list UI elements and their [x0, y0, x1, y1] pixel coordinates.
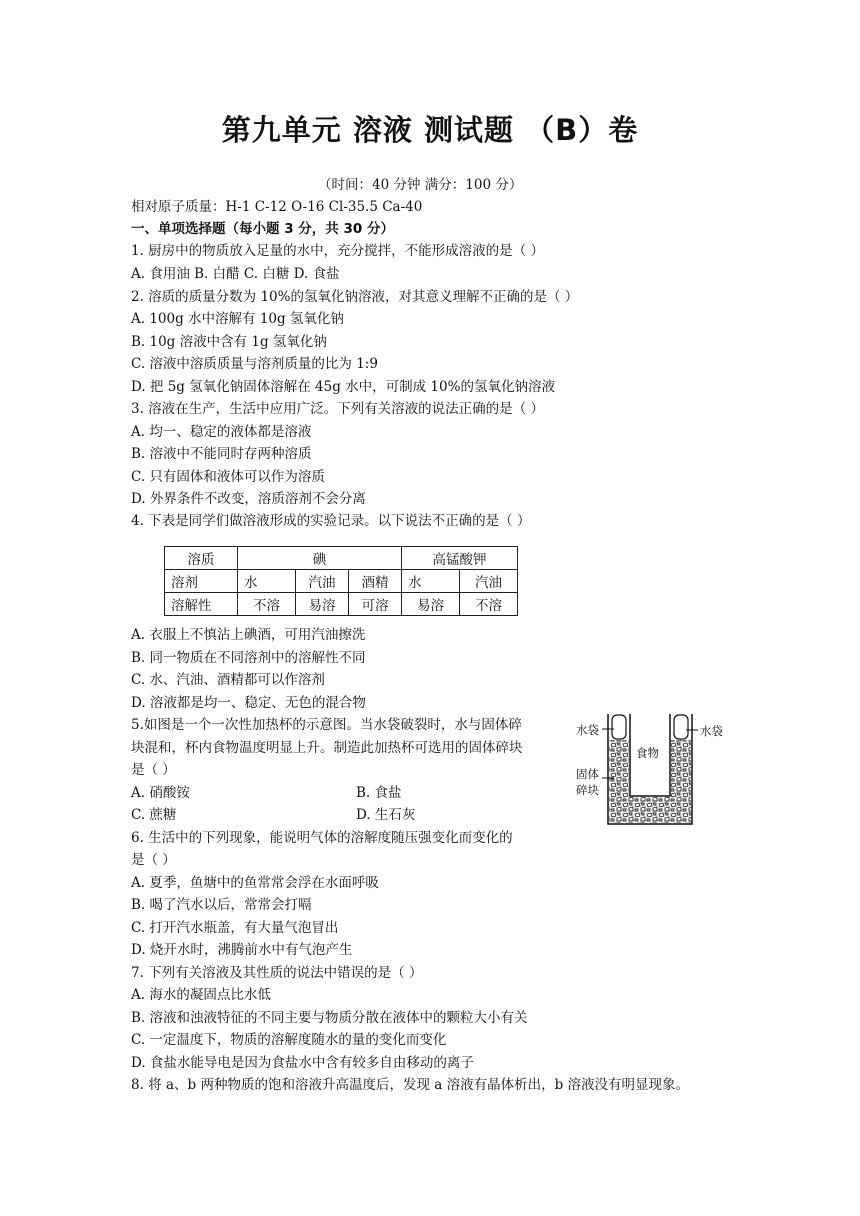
q6-option-b: B. 喝了汽水以后，常常会打嗝 [131, 897, 312, 913]
q2-option-a: A. 100g 水中溶解有 10g 氢氧化钠 [131, 311, 344, 327]
q6-option-a: A. 夏季，鱼塘中的鱼常常会浮在水面呼吸 [131, 875, 379, 891]
table-cell: 水 [238, 570, 296, 593]
label-right-bag: 水袋 [700, 724, 723, 738]
table-cell: 可溶 [349, 593, 402, 616]
q1-stem: 1. 厨房中的物质放入足量的水中，充分搅拌，不能形成溶液的是（ ） [131, 243, 544, 259]
q2-option-c: C. 溶液中溶质质量与溶剂质量的比为 1:9 [131, 356, 378, 372]
table-row [165, 547, 518, 570]
label-solid-1: 固体 [576, 767, 599, 781]
q7-option-c: C. 一定温度下，物质的溶解度随水的量的变化而变化 [131, 1032, 447, 1048]
q5-option-d: D. 生石灰 [356, 807, 416, 823]
table-cell: 碘 [238, 547, 402, 570]
q4-stem: 4. 下表是同学们做溶液形成的实验记录。以下说法不正确的是（ ） [131, 513, 531, 529]
q5-stem-line2: 块混和，杯内食物温度明显上升。制造此加热杯可选用的固体碎块 [131, 740, 523, 756]
q4-option-c: C. 水、汽油、酒精都可以作溶剂 [131, 672, 325, 688]
q7-stem: 7. 下列有关溶液及其性质的说法中错误的是（ ） [131, 965, 423, 981]
table-cell: 不溶 [238, 593, 296, 616]
q6-option-d: D. 烧开水时，沸腾前水中有气泡产生 [131, 942, 353, 958]
q5-stem-line1: 5.如图是一个一次性加热杯的示意图。当水袋破裂时，水与固体碎 [131, 717, 522, 733]
label-food: 食物 [636, 746, 659, 760]
q5-option-c: C. 蔗糖 [131, 807, 177, 823]
table-cell: 高锰酸钾 [402, 547, 518, 570]
q7-option-d: D. 食盐水能导电是因为食盐水中含有较多自由移动的离子 [131, 1055, 474, 1071]
label-solid-2: 碎块 [576, 783, 599, 797]
q5-option-a: A. 硝酸铵 [131, 785, 190, 801]
page-title: 第九单元 溶液 测试题 （B）卷 [221, 113, 639, 147]
q6-option-c: C. 打开汽水瓶盖，有大量气泡冒出 [131, 920, 339, 936]
table-row [165, 593, 518, 616]
q8-stem: 8. 将 a、b 两种物质的饱和溶液升高温度后，发现 a 溶液有晶体析出，b 溶液没有明显现象。 [131, 1077, 690, 1093]
q3-option-d: D. 外界条件不改变，溶质溶剂不会分离 [131, 491, 366, 507]
table-cell: 易溶 [402, 593, 460, 616]
q3-option-c: C. 只有固体和液体可以作为溶质 [131, 469, 325, 485]
q2-option-b: B. 10g 溶液中含有 1g 氢氧化钠 [131, 334, 327, 350]
q7-option-a: A. 海水的凝固点比水低 [131, 987, 271, 1003]
left-water-bag [612, 715, 626, 739]
solubility-table [164, 546, 518, 616]
table-cell: 不溶 [460, 593, 518, 616]
q2-stem: 2. 溶质的质量分数为 10%的氢氧化钠溶液，对其意义理解不正确的是（ ） [131, 289, 579, 305]
q5-option-b: B. 食盐 [356, 785, 402, 801]
heating-cup-diagram [574, 712, 744, 830]
q3-stem: 3. 溶液在生产，生活中应用广泛。下列有关溶液的说法正确的是（ ） [131, 401, 544, 417]
table-cell: 溶剂 [165, 570, 238, 593]
q5-stem-line3: 是（ ） [131, 762, 176, 778]
q6-stem-line2: 是（ ） [131, 852, 176, 868]
table-cell: 汽油 [296, 570, 349, 593]
table-cell: 易溶 [296, 593, 349, 616]
table-cell: 溶解性 [165, 593, 238, 616]
q4-option-a: A. 衣服上不慎沾上碘酒，可用汽油擦洗 [131, 627, 366, 643]
q4-option-d: D. 溶液都是均一、稳定、无色的混合物 [131, 695, 366, 711]
section-heading: 一、单项选择题（每小题 3 分，共 30 分） [131, 221, 394, 237]
label-left-bag: 水袋 [576, 723, 599, 737]
q7-option-b: B. 溶液和浊液特征的不同主要与物质分散在液体中的颗粒大小有关 [131, 1010, 528, 1026]
q2-option-d: D. 把 5g 氢氧化钠固体溶解在 45g 水中，可制成 10%的氢氧化钠溶液 [131, 379, 555, 395]
exam-time-info: （时间：40 分钟 满分：100 分） [318, 177, 523, 193]
q4-option-b: B. 同一物质在不同溶剂中的溶解性不同 [131, 650, 366, 666]
q1-options: A. 食用油 B. 白醋 C. 白糖 D. 食盐 [131, 266, 340, 282]
q3-option-b: B. 溶液中不能同时存两种溶质 [131, 446, 312, 462]
table-row [165, 570, 518, 593]
right-water-bag [674, 715, 688, 739]
q3-option-a: A. 均一、稳定的液体都是溶液 [131, 424, 312, 440]
q6-stem-line1: 6. 生活中的下列现象，能说明气体的溶解度随压强变化而变化的 [131, 830, 513, 846]
atomic-masses: 相对原子质量：H-1 C-12 O-16 Cl-35.5 Ca-40 [131, 199, 423, 215]
table-cell: 溶质 [165, 547, 238, 570]
table-cell: 酒精 [349, 570, 402, 593]
table-cell: 汽油 [460, 570, 518, 593]
table-cell: 水 [402, 570, 460, 593]
